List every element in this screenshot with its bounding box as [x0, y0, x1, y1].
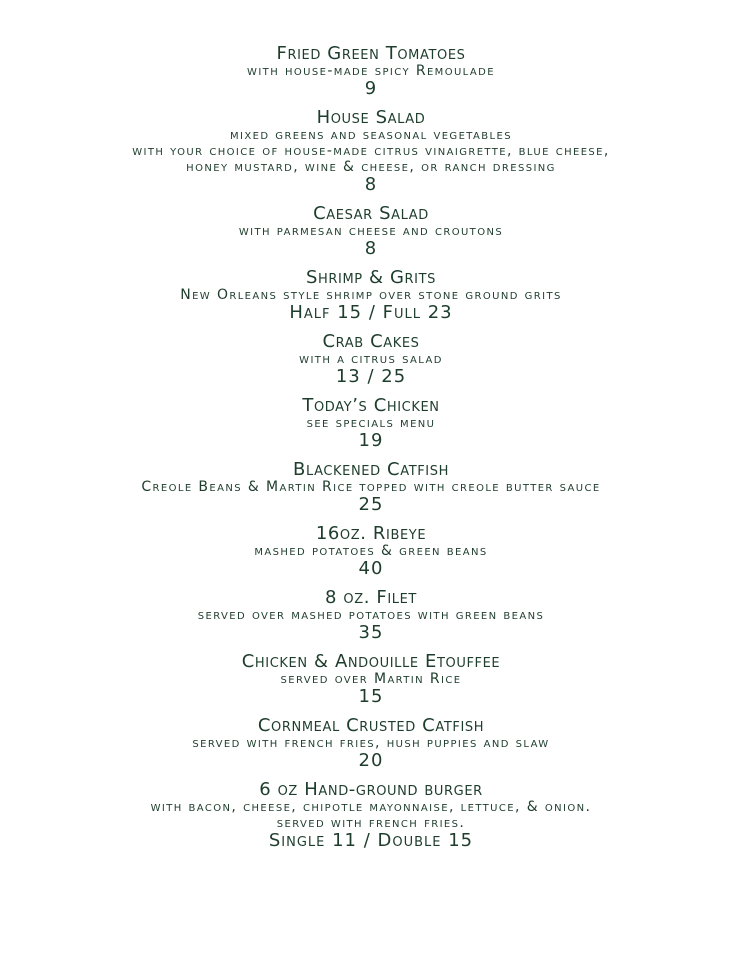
- item-description: with house-made spicy Remoulade: [247, 63, 495, 79]
- item-price: Half 15 / Full 23: [289, 302, 453, 323]
- item-price: 8: [364, 174, 378, 195]
- item-description: with bacon, cheese, chipotle mayonnaise, lettuce, & onion.: [150, 799, 592, 815]
- menu-item: [0, 108, 742, 194]
- menu-item: [0, 332, 742, 386]
- item-price: 20: [358, 750, 384, 771]
- item-name: 8 oz. Filet: [325, 587, 417, 608]
- item-description: New Orleans style shrimp over stone ground grits: [180, 287, 562, 303]
- menu-item: [0, 44, 742, 98]
- item-name: Chicken & Andouille Etouffee: [241, 651, 501, 672]
- item-name: Fried Green Tomatoes: [276, 43, 466, 64]
- menu-item: [0, 460, 742, 514]
- menu-item: [0, 268, 742, 322]
- item-description: honey mustard, wine & cheese, or ranch dressing: [186, 159, 556, 175]
- item-description: mashed potatoes & green beans: [254, 543, 488, 559]
- item-description: with your choice of house-made citrus vinaigrette, blue cheese,: [132, 143, 610, 159]
- item-name: Blackened Catfish: [293, 459, 449, 480]
- item-name: Cornmeal Crusted Catfish: [257, 715, 485, 736]
- item-price: Single 11 / Double 15: [268, 830, 474, 851]
- menu: [0, 44, 742, 860]
- item-description: served over mashed potatoes with green beans: [197, 607, 545, 623]
- item-name: 16oz. Ribeye: [315, 523, 427, 544]
- item-name: 6 oz Hand-ground burger: [259, 779, 483, 800]
- item-description: mixed greens and seasonal vegetables: [230, 127, 512, 143]
- item-price: 13 / 25: [335, 366, 407, 387]
- item-name: Shrimp & Grits: [305, 267, 436, 288]
- item-description: Creole Beans & Martin Rice topped with creole butter sauce: [141, 479, 601, 495]
- item-description: served over Martin Rice: [280, 671, 462, 687]
- menu-item: [0, 780, 742, 850]
- menu-item: [0, 204, 742, 258]
- item-price: 25: [358, 494, 384, 515]
- item-price: 19: [358, 430, 384, 451]
- menu-item: [0, 588, 742, 642]
- item-description: served with french fries, hush puppies and slaw: [192, 735, 550, 751]
- item-description: with a citrus salad: [299, 351, 443, 367]
- item-name: Caesar Salad: [313, 203, 429, 224]
- menu-item: [0, 652, 742, 706]
- item-name: Today’s Chicken: [302, 395, 440, 416]
- item-name: Crab Cakes: [322, 331, 420, 352]
- item-price: 15: [358, 686, 384, 707]
- item-description: see specials menu: [306, 415, 436, 431]
- item-price: 8: [364, 238, 378, 259]
- menu-item: [0, 396, 742, 450]
- item-description: with parmesan cheese and croutons: [238, 223, 504, 239]
- item-price: 35: [358, 622, 384, 643]
- item-description: served with french fries.: [276, 815, 466, 831]
- item-price: 40: [358, 558, 384, 579]
- item-name: House Salad: [316, 107, 426, 128]
- menu-item: [0, 524, 742, 578]
- menu-item: [0, 716, 742, 770]
- item-price: 9: [364, 78, 378, 99]
